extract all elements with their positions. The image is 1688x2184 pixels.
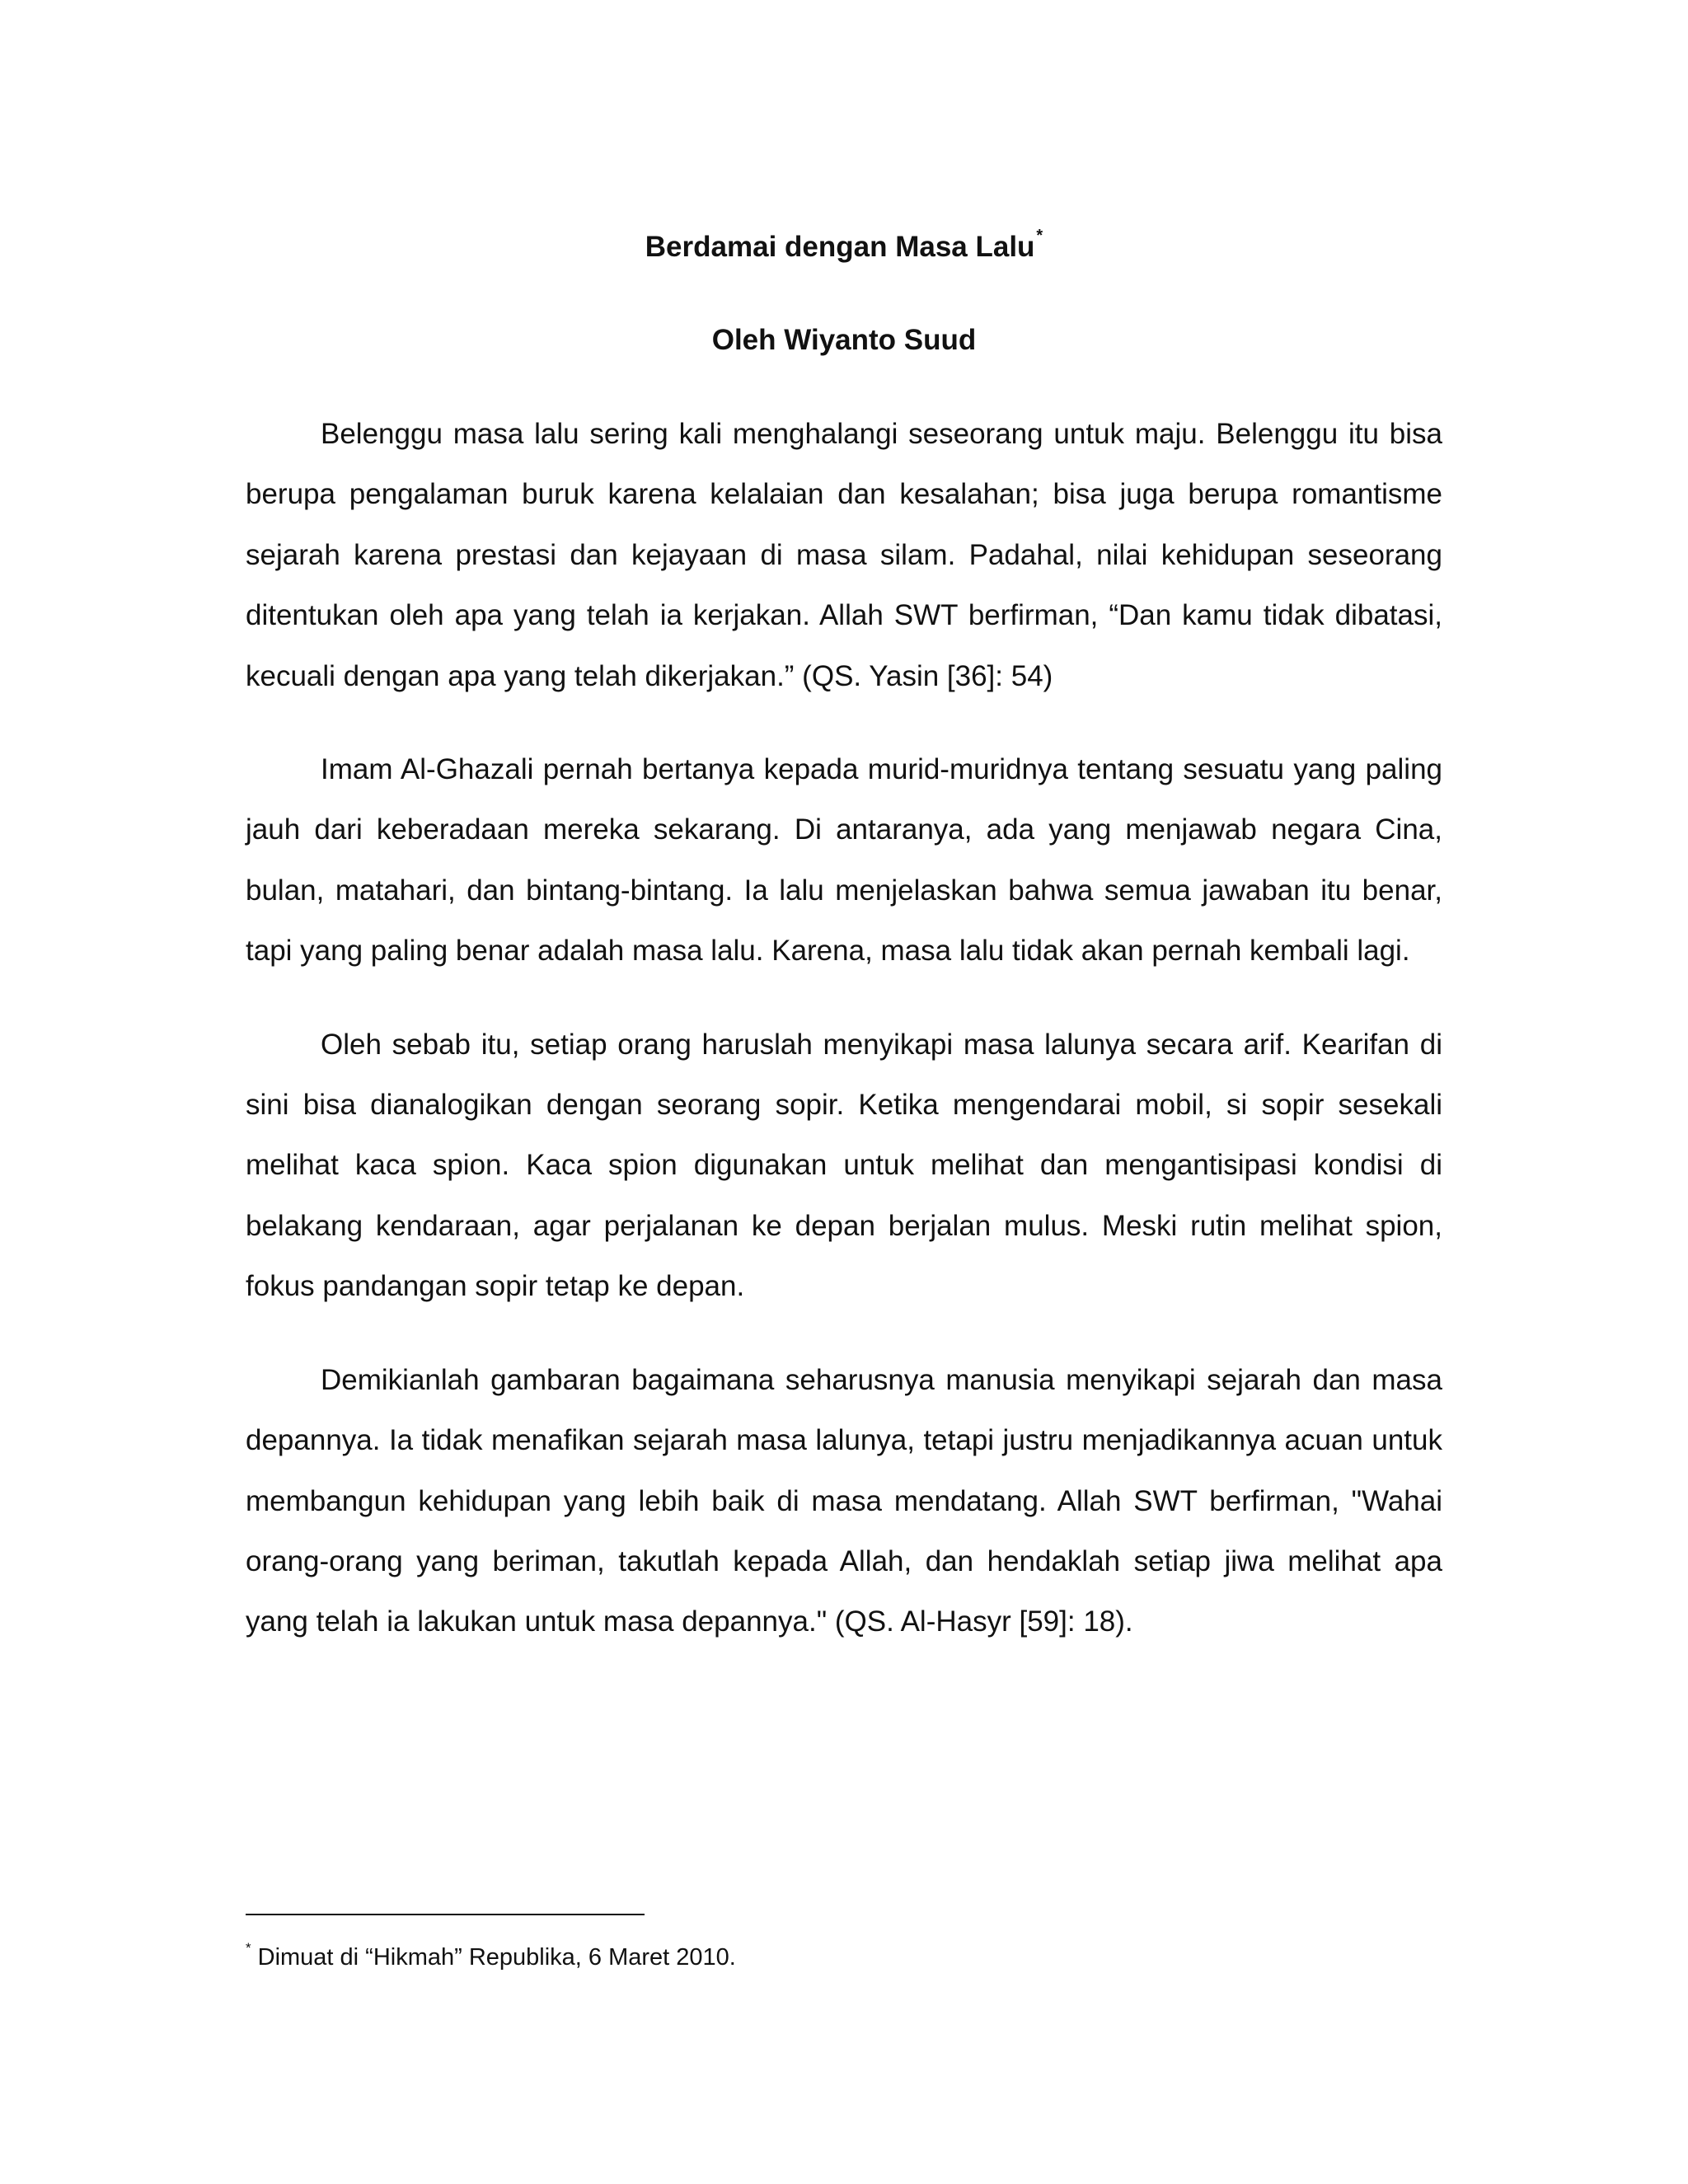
- paragraph-1: Belenggu masa lalu sering kali menghalangi seseorang untuk maju. Belenggu itu bisa berupa pengalaman buruk karena kelalaian dan kesalahan; bisa juga berupa romantisme sejarah karena prestasi dan kejayaan di masa silam. Padahal, nilai kehidupan seseorang ditentukan oleh apa yang telah ia kerjakan. Allah SWT berfirman, “Dan kamu tidak dibatasi, kecuali dengan apa yang telah dikerjakan.” (QS. Yasin [36]: 54): [246, 418, 1442, 692]
- document-title-line: [246, 227, 1442, 268]
- footnote-mark: *: [246, 1940, 251, 1957]
- paragraph-4: Demikianlah gambaran bagaimana seharusnya manusia menyikapi sejarah dan masa depannya. Ia tidak menafikan sejarah masa lalunya, tetapi justru menjadikannya acuan untuk membangun kehidupan yang lebih baik di masa mendatang. Allah SWT berfirman, "Wahai orang-orang yang beriman, takutlah kepada Allah, dan hendaklah setiap jiwa melihat apa yang telah ia lakukan untuk masa depannya." (QS. Al-Hasyr [59]: 18).: [246, 1363, 1442, 1638]
- title-footnote-mark: *: [1036, 227, 1043, 246]
- footnote-text: Dimuat di “Hikmah” Republika, 6 Maret 2010.: [257, 1944, 736, 1971]
- document-title: Berdamai dengan Masa Lalu: [645, 231, 1035, 263]
- footnote: [246, 1941, 736, 1974]
- document-author: Oleh Wiyanto Suud: [711, 324, 977, 356]
- footnote-separator: [246, 1914, 645, 1915]
- document-body: [246, 227, 1442, 1652]
- paragraph-2: Imam Al-Ghazali pernah bertanya kepada murid-muridnya tentang sesuatu yang paling jauh dari keberadaan mereka sekarang. Di antaranya, ada yang menjawab negara Cina, bulan, matahari, dan bintang-bintang. Ia lalu menjelaskan bahwa semua jawaban itu benar, tapi yang paling benar adalah masa lalu. Karena, masa lalu tidak akan pernah kembali lagi.: [246, 753, 1442, 968]
- paragraph-3: Oleh sebab itu, setiap orang haruslah menyikapi masa lalunya secara arif. Kearifan di sini bisa dianalogikan dengan seorang sopir. Ketika mengendarai mobil, si sopir sesekali melihat kaca spion. Kaca spion digunakan untuk melihat dan mengantisipasi kondisi di belakang kendaraan, agar perjalanan ke depan berjalan mulus. Meski rutin melihat spion, fokus pandangan sopir tetap ke depan.: [246, 1028, 1442, 1303]
